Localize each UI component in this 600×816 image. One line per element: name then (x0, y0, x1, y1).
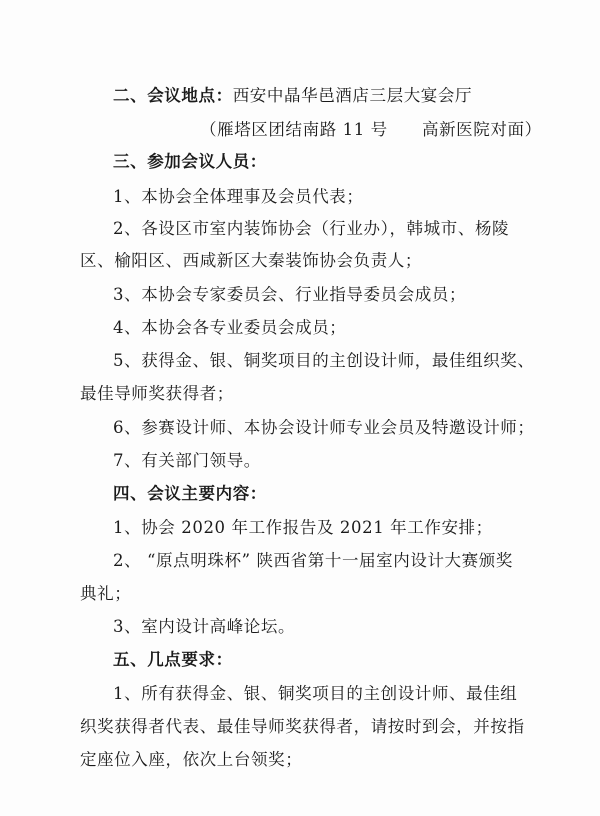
location-label: 二、会议地点： (113, 86, 233, 105)
content-line: 1、协会 2020 年工作报告及 2021 年工作安排； (113, 518, 493, 537)
requirements-line: 1、所有获得金、银、铜奖项目的主创设计师、最佳组 (113, 684, 518, 703)
attendees-line: 2、各设区市室内装饰协会（行业办），韩城市、杨陵 (113, 219, 510, 238)
content-line: 典礼； (80, 584, 132, 603)
requirements-line: 织奖获得者代表、最佳导师奖获得者，请按时到会，并按指 (80, 717, 525, 736)
location-value: 西安中晶华邑酒店三层大宴会厅 (232, 86, 473, 105)
content-line: 2、 “原点明珠杯” 陕西省第十一届室内设计大赛颁奖 (113, 551, 513, 570)
attendees-line: 6、参赛设计师、本协会设计师专业会员及特邀设计师； (113, 418, 535, 437)
requirements-line: 定座位入座，依次上台领奖； (80, 750, 303, 769)
attendees-line: 最佳导师奖获得者； (80, 384, 234, 403)
attendees-line: 7、有关部门领导。 (113, 451, 261, 470)
content-heading: 四、会议主要内容： (113, 484, 267, 503)
content-line: 3、室内设计高峰论坛。 (113, 617, 296, 636)
attendees-line: 区、榆阳区、西咸新区大秦装饰协会负责人； (80, 251, 422, 270)
attendees-line: 5、获得金、银、铜奖项目的主创设计师，最佳组织奖、 (113, 351, 535, 370)
attendees-line: 4、本协会各专业委员会成员； (113, 318, 347, 337)
requirements-heading: 五、几点要求： (113, 650, 233, 669)
attendees-heading: 三、参加会议人员： (113, 152, 267, 171)
attendees-line: 3、本协会专家委员会、行业指导委员会成员； (113, 285, 467, 304)
attendees-line: 1、本协会全体理事及会员代表； (113, 187, 364, 206)
location-line (113, 86, 472, 106)
location-address: （雁塔区团结南路 11 号 高新医院对面） (200, 120, 542, 139)
